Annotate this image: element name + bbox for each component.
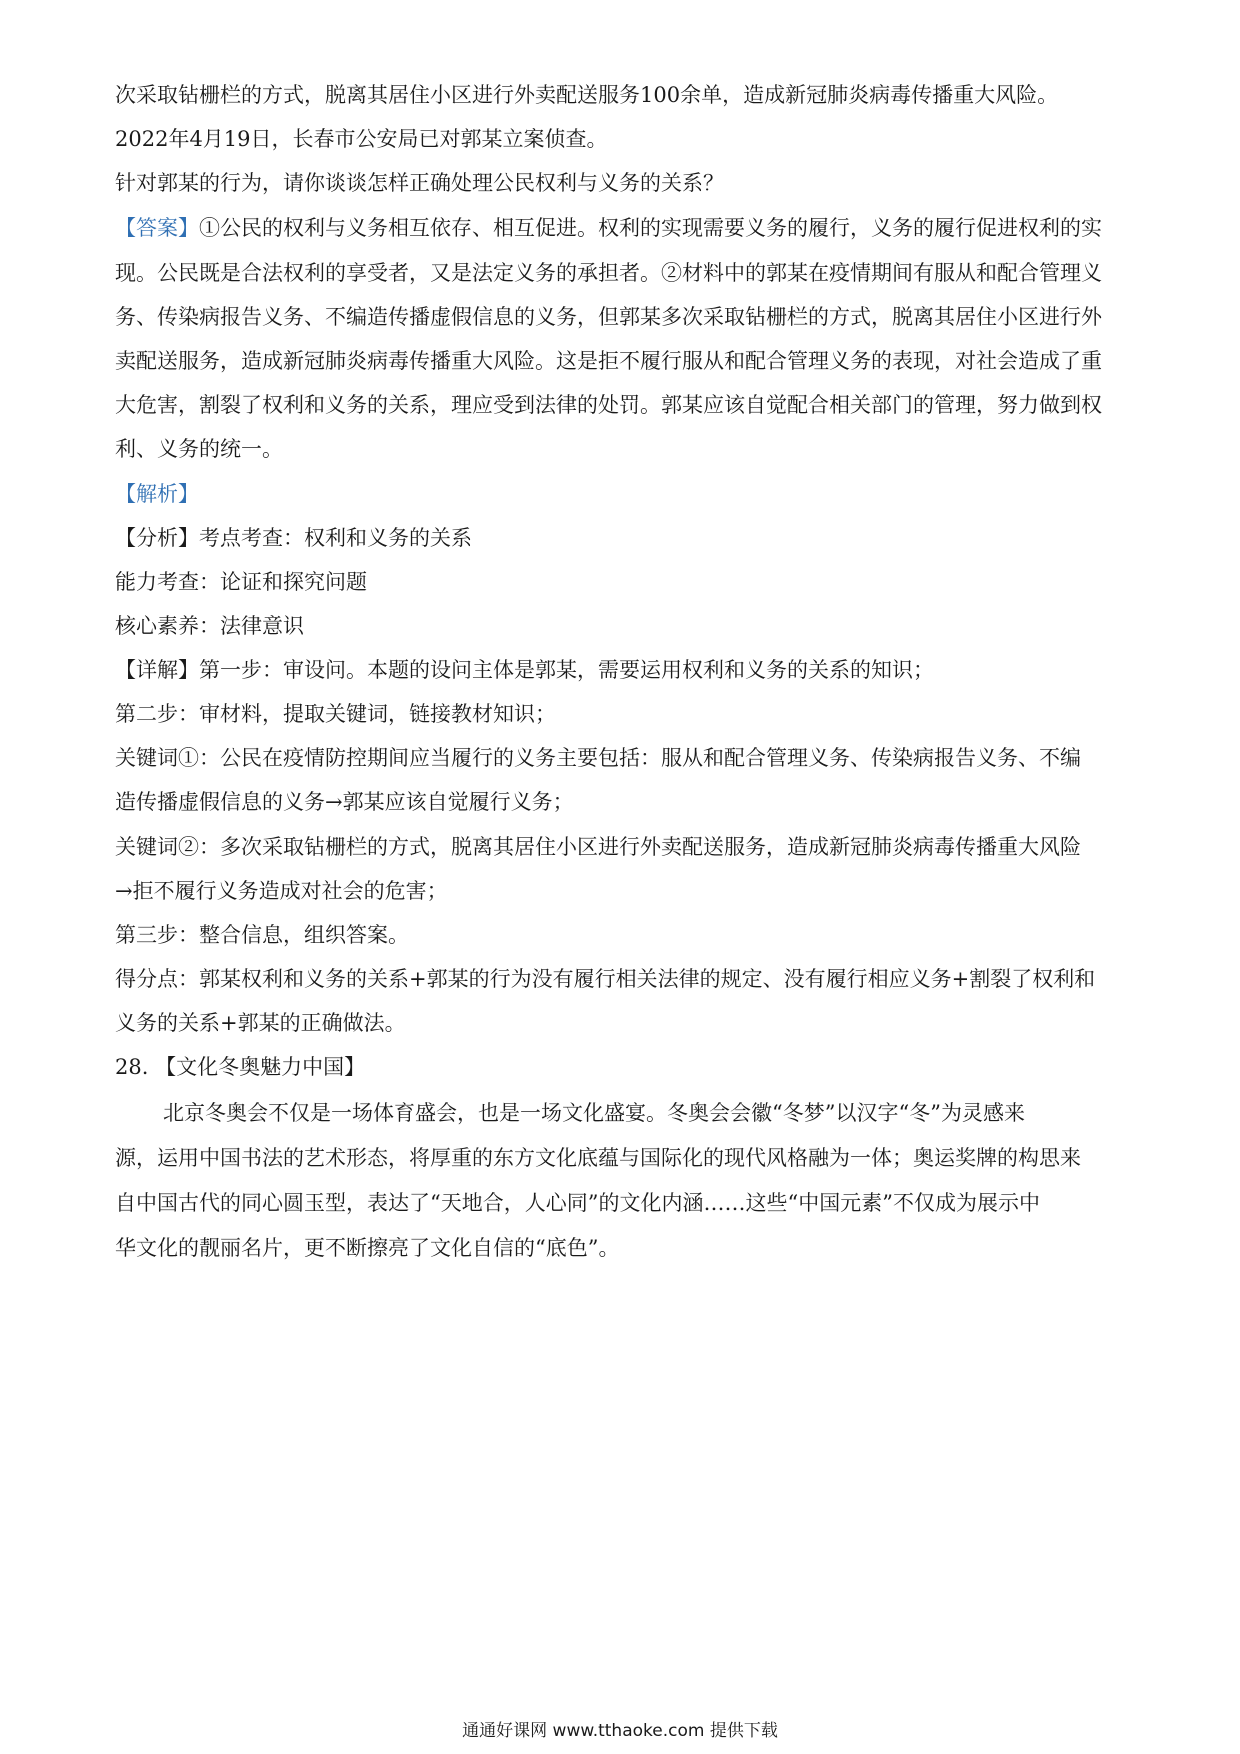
answer-line: 卖配送服务，造成新冠肺炎病毒传播重大风险。这是拒不履行服从和配合管理义务的表现，对社会造成了重 [115,349,1102,373]
answer-line: 务、传染病报告义务、不编造传播虚假信息的义务，但郭某多次采取钻栅栏的方式，脱离其居住小区进行外 [115,305,1102,329]
analysis-line: 核心素养：法律意识 [115,614,304,638]
analysis-line: 【分析】考点考查：权利和义务的关系 [115,526,472,550]
analysis-line: 义务的关系+郭某的正确做法。 [115,1011,406,1035]
question-28-title: 28. 【文化冬奥魅力中国】 [115,1055,366,1079]
analysis-line: 【详解】第一步：审设问。本题的设问主体是郭某，需要运用权利和义务的关系的知识； [115,658,934,682]
material-line: 次采取钻栅栏的方式，脱离其居住小区进行外卖配送服务100余单，造成新冠肺炎病毒传播重大风险。 [115,83,1059,107]
answer-line: 现。公民既是合法权利的享受者，又是法定义务的承担者。②材料中的郭某在疫情期间有服从和配合管理义 [115,261,1102,285]
answer-line: 利、义务的统一。 [115,437,283,461]
question-28-line: 北京冬奥会不仅是一场体育盛会，也是一场文化盛宴。冬奥会会徽“冬梦”以汉字“冬”为灵感来 [163,1101,1025,1125]
analysis-line: 造传播虚假信息的义务→郭某应该自觉履行义务； [115,790,574,814]
answer-tag: 【答案】 [115,216,199,240]
analysis-line: 第三步：整合信息，组织答案。 [115,923,409,947]
answer-line: 大危害，割裂了权利和义务的关系，理应受到法律的处罚。郭某应该自觉配合相关部门的管理，努力做到权 [115,393,1102,417]
analysis-line: →拒不履行义务造成对社会的危害； [115,879,448,903]
answer-line [115,213,1135,243]
analysis-line: 关键词②：多次采取钻栅栏的方式，脱离其居住小区进行外卖配送服务，造成新冠肺炎病毒传播重大风险 [115,835,1081,859]
analysis-line: 能力考查：论证和探究问题 [115,570,367,594]
analysis-tag: 【解析】 [115,482,199,506]
question-28-line: 华文化的靓丽名片，更不断擦亮了文化自信的“底色”。 [115,1236,620,1260]
question-prompt: 针对郭某的行为，请你谈谈怎样正确处理公民权利与义务的关系？ [115,171,724,195]
question-28-line: 自中国古代的同心圆玉型，表达了“天地合，人心同”的文化内涵……这些“中国元素”不仅成为展示中 [115,1191,1040,1215]
material-line: 2022年4月19日，长春市公安局已对郭某立案侦查。 [115,127,608,151]
footer-watermark: 通通好课网 www.tthaoke.com 提供下载 [462,1721,778,1741]
analysis-line: 第二步：审材料，提取关键词，链接教材知识； [115,702,556,726]
question-28-line: 源，运用中国书法的艺术形态，将厚重的东方文化底蕴与国际化的现代风格融为一体；奥运奖牌的构思来 [115,1146,1081,1170]
analysis-line: 得分点：郭某权利和义务的关系+郭某的行为没有履行相关法律的规定、没有履行相应义务+割裂了权利和 [115,967,1096,991]
answer-text: ①公民的权利与义务相互依存、相互促进。权利的实现需要义务的履行，义务的履行促进权利的实 [199,216,1102,240]
analysis-line: 关键词①：公民在疫情防控期间应当履行的义务主要包括：服从和配合管理义务、传染病报告义务、不编 [115,746,1081,770]
